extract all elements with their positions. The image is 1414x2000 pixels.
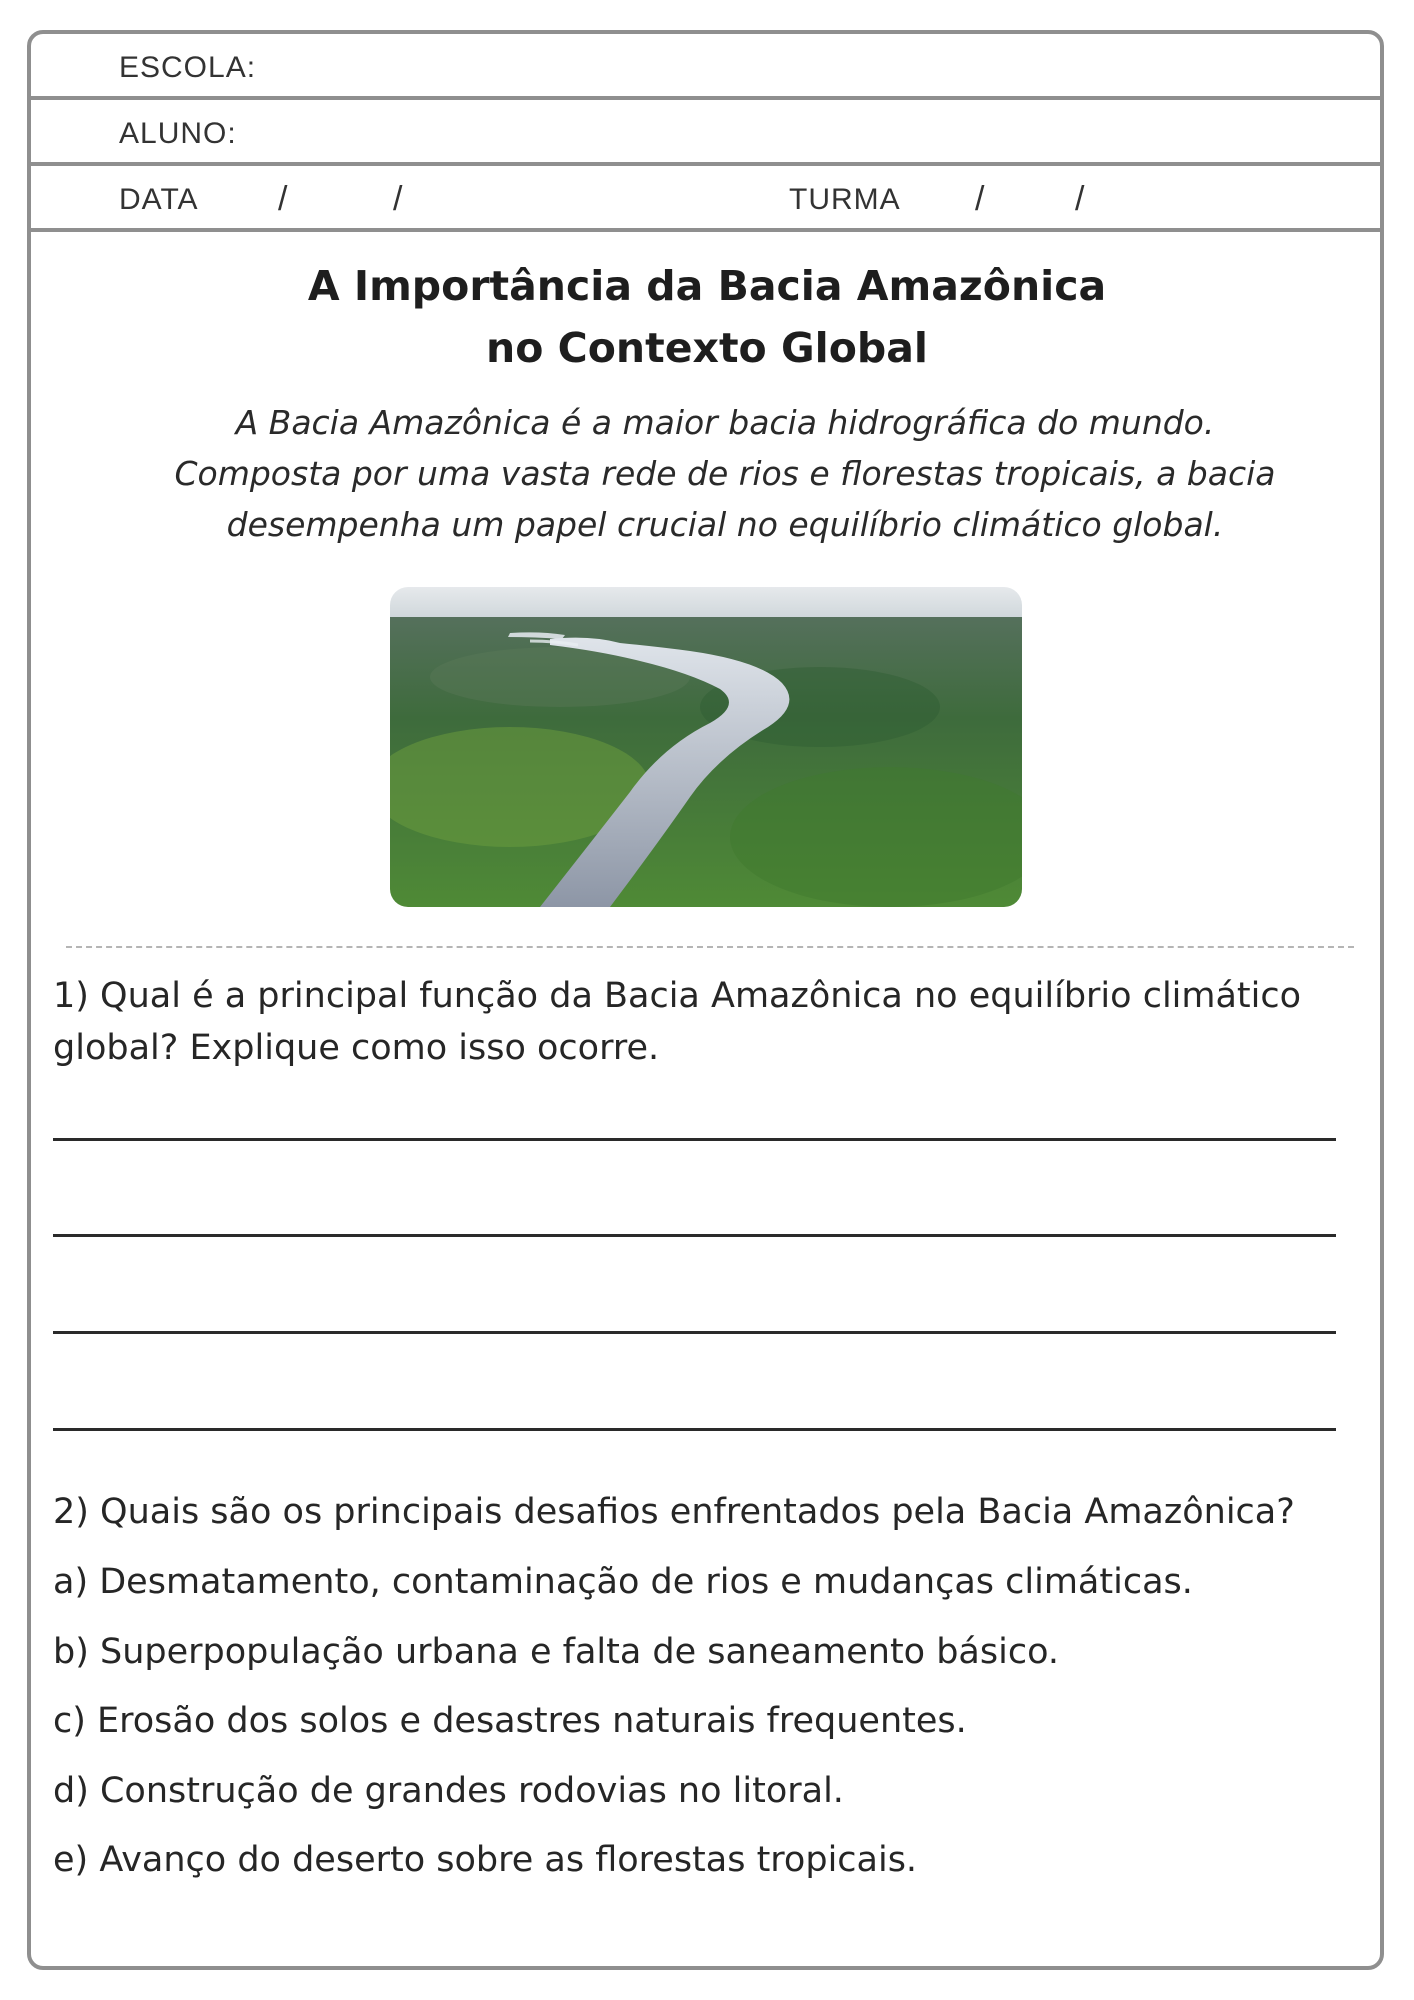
class-slash-2: /: [1075, 180, 1085, 218]
answer-line-4[interactable]: [53, 1428, 1336, 1431]
option-a[interactable]: a) Desmatamento, contaminação de rios e mudanças climáticas.: [53, 1562, 1193, 1602]
student-row[interactable]: [31, 100, 1380, 166]
option-e[interactable]: e) Avanço do deserto sobre as florestas tropicais.: [53, 1840, 918, 1880]
answer-line-1[interactable]: [53, 1138, 1336, 1141]
option-c[interactable]: c) Erosão dos solos e desastres naturais frequentes.: [53, 1701, 967, 1741]
school-label: ESCOLA:: [119, 51, 257, 84]
intro-line-1: A Bacia Amazônica é a maior bacia hidrográfica do mundo.: [235, 403, 1215, 442]
question-1-line-1: 1) Qual é a principal função da Bacia Amazônica no equilíbrio climático: [53, 976, 1302, 1016]
intro-line-2: Composta por uma vasta rede de rios e florestas tropicais, a bacia: [174, 454, 1276, 493]
class-slash-1: /: [975, 180, 985, 218]
title-line-1: A Importância da Bacia Amazônica: [307, 262, 1107, 310]
date-label: DATA: [119, 183, 199, 216]
section-divider: [66, 946, 1354, 948]
date-class-row[interactable]: [31, 166, 1380, 232]
intro-paragraph: [100, 397, 1350, 550]
question-1-line-2: global? Explique como isso ocorre.: [53, 1028, 660, 1068]
question-2: 2) Quais são os principais desafios enfrentados pela Bacia Amazônica?: [53, 1492, 1295, 1532]
option-d[interactable]: d) Construção de grandes rodovias no litoral.: [53, 1771, 844, 1811]
school-row[interactable]: [31, 34, 1380, 100]
answer-line-2[interactable]: [53, 1234, 1336, 1237]
worksheet-title: [0, 255, 1414, 379]
title-line-2: no Contexto Global: [486, 324, 928, 372]
option-b[interactable]: b) Superpopulação urbana e falta de saneamento básico.: [53, 1632, 1059, 1672]
date-slash-2: /: [393, 180, 403, 218]
date-slash-1: /: [278, 180, 288, 218]
amazon-river-photo: [390, 587, 1022, 907]
class-label: TURMA: [789, 183, 901, 216]
amazon-river-illustration: [390, 587, 1022, 907]
answer-line-3[interactable]: [53, 1331, 1336, 1334]
student-label: ALUNO:: [119, 117, 237, 150]
intro-line-3: desempenha um papel crucial no equilíbrio climático global.: [226, 505, 1224, 544]
question-1: [53, 970, 1353, 1074]
